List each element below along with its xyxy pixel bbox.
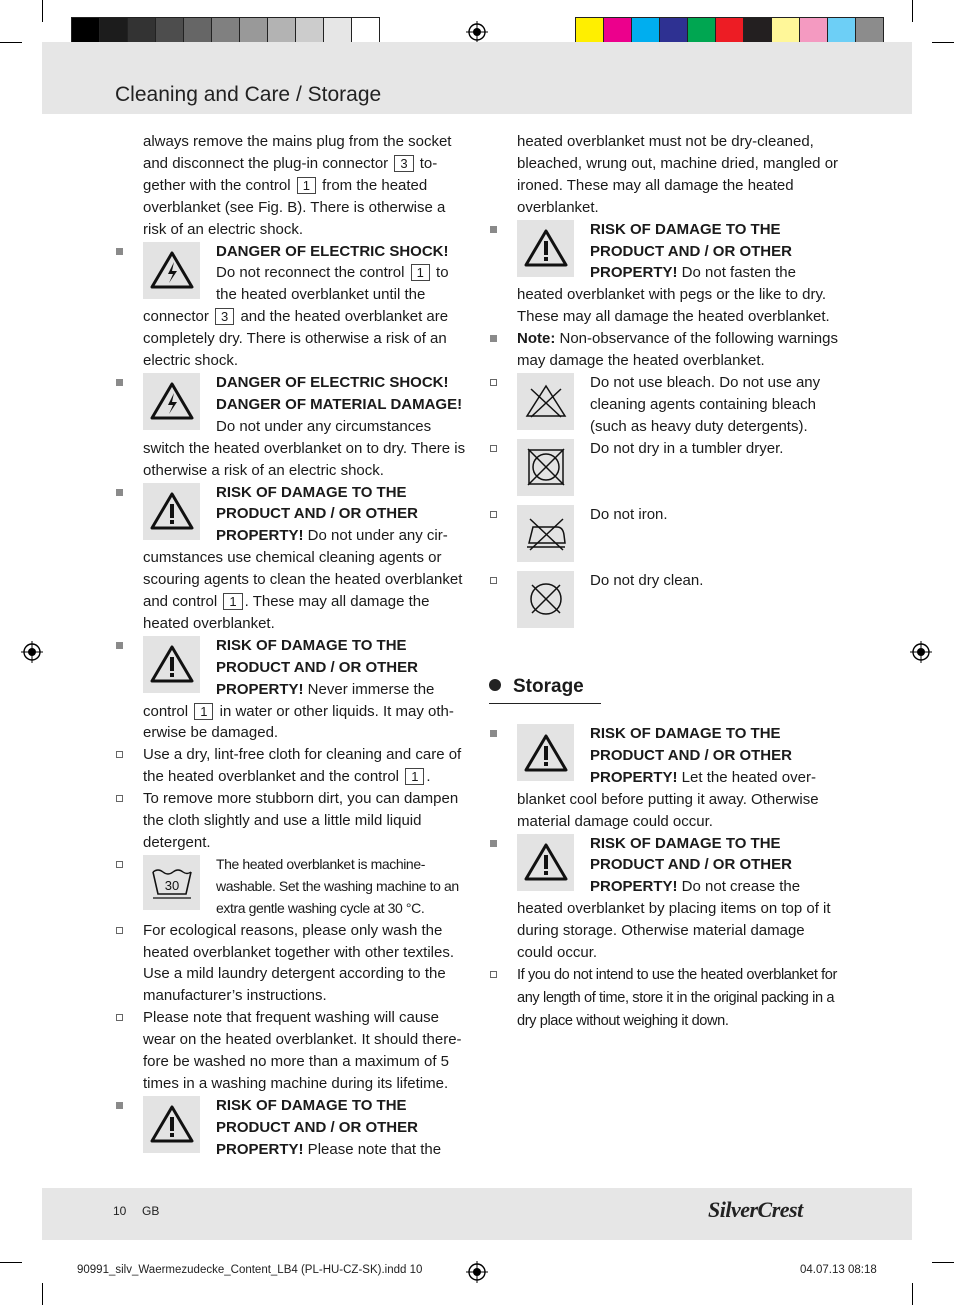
intro-paragraph: always remove the mains plug from the socket and disconnect the plug-in connector 3 together with the control 1 from the heated overblanket (see Fig. B). There is otherwise a risk of an electric shock. (143, 133, 452, 238)
ref-box: 1 (411, 264, 430, 281)
high-voltage-warning-icon (143, 242, 200, 299)
crop-mark (932, 42, 954, 43)
ref-box: 1 (194, 703, 213, 720)
registration-mark-icon (910, 641, 932, 663)
ref-box: 3 (215, 308, 234, 325)
crop-mark (912, 1283, 913, 1305)
list-item-machine-washable: 30 The heated overblanket is machine-washable. Set the washing machine to an extra gentle washing cycle at 30 °C. (143, 854, 468, 920)
continued-paragraph: heated overblanket must not be dry-cleaned, bleached, wrung out, machine dried, mangled or ironed. These may all damage the heated overblanket. (517, 133, 839, 216)
list-item-cloth: Use a dry, lint-free cloth for cleaning and care of the heated overblanket and the control 1 . (143, 744, 468, 788)
exclamation-warning-icon (517, 220, 574, 277)
page-number: 10 (113, 1204, 127, 1218)
exclamation-warning-icon (143, 1096, 200, 1153)
brand-logo: SilverCrest (708, 1197, 803, 1222)
storage-column (517, 723, 842, 1033)
list-item-no-tumble-dry: Do not dry in a tumbler dryer. (517, 438, 842, 504)
ref-box: 3 (394, 155, 413, 172)
bullet-dot-icon (489, 679, 501, 691)
exclamation-warning-icon (143, 483, 200, 540)
warning-electric-material: DANGER OF ELECTRIC SHOCK! DANGER OF MATERIAL DAMAGE! Do not under any circumstances switch the heated overblanket on to dry. There is otherwise a risk of an electric shock. (143, 372, 468, 482)
list-item-no-dry-clean: Do not dry clean. (517, 570, 842, 636)
warning-pegs: RISK OF DAMAGE TO THE PRODUCT AND / OR OTHER PROPERTY! Do not fasten the heated overblanket with pegs or the like to dry. These may all damage the heated overblanket. (517, 219, 842, 329)
page-title: Cleaning and Care / Storage (115, 83, 382, 106)
warning-chemical-agents: RISK OF DAMAGE TO THE PRODUCT AND / OR OTHER PROPERTY! Do not under any circumstances use chemical cleaning agents or scouring agents to clean the heated overblanket and control 1 . These may all damage the heated overblanket. (143, 482, 468, 635)
registration-mark-icon (466, 1261, 488, 1283)
no-dry-clean-icon (517, 571, 574, 628)
crop-mark (0, 1262, 22, 1263)
left-column (143, 131, 468, 1161)
crop-mark (42, 1283, 43, 1305)
ref-box: 1 (297, 177, 316, 194)
registration-mark-icon (466, 21, 488, 43)
svg-text:30: 30 (164, 878, 179, 894)
slug-date: 04.07.13 08:18 (800, 1264, 877, 1276)
warning-cool: RISK OF DAMAGE TO THE PRODUCT AND / OR OTHER PROPERTY! Let the heated overblanket cool before putting it away. Otherwise material damage could occur. (517, 723, 842, 833)
warning-electric-shock: DANGER OF ELECTRIC SHOCK! Do not reconnect the control 1 to the heated overblanket until the connector 3 and the heated overblanket are completely dry. There is otherwise a risk of an electric shock. (143, 241, 468, 372)
warning-crease: RISK OF DAMAGE TO THE PRODUCT AND / OR OTHER PROPERTY! Do not crease the heated overblanket by placing items on top of it during storage. Otherwise material damage could occur. (517, 833, 842, 964)
high-voltage-warning-icon (143, 373, 200, 430)
crop-mark (42, 0, 43, 22)
registration-mark-icon (21, 641, 43, 663)
ref-box: 1 (405, 768, 424, 785)
list-item-no-iron: Do not iron. (517, 504, 842, 570)
note-paragraph: Note: Non-observance of the following warnings may damage the heated overblanket. (517, 328, 842, 372)
no-tumble-dry-icon (517, 439, 574, 496)
list-item-frequent-washing: Please note that frequent washing will cause wear on the heated overblanket. It should therefore be washed no more than a maximum of 5 times in a washing machine during its lifetime. (143, 1007, 468, 1095)
no-bleach-icon (517, 373, 574, 430)
right-column (517, 131, 842, 636)
ref-box: 1 (223, 593, 242, 610)
exclamation-warning-icon (143, 636, 200, 693)
list-item-no-bleach: Do not use bleach. Do not use any cleaning agents containing bleach (such as heavy duty detergents). (517, 372, 842, 438)
crop-mark (912, 0, 913, 22)
list-item-ecological: For ecological reasons, please only wash the heated overblanket together with other textiles. Use a mild laundry detergent according to the manufacturer’s instructions. (143, 920, 468, 1008)
exclamation-warning-icon (517, 834, 574, 891)
crop-mark (932, 1262, 954, 1263)
storage-heading: Storage (489, 676, 584, 698)
list-item-store: If you do not intend to use the heated overblanket for any length of time, store it in the original packing in a dry place without weighing it down. (517, 964, 842, 1033)
crop-mark (0, 42, 22, 43)
warning-dry-cleaned: RISK OF DAMAGE TO THE PRODUCT AND / OR OTHER PROPERTY! Please note that the (143, 1095, 468, 1161)
list-item-stubborn-dirt: To remove more stubborn dirt, you can dampen the cloth slightly and use a little mild liquid detergent. (143, 788, 468, 854)
exclamation-warning-icon (517, 724, 574, 781)
language-code: GB (142, 1204, 160, 1218)
wash-30-icon (143, 855, 200, 910)
no-iron-icon (517, 505, 574, 562)
warning-immerse: RISK OF DAMAGE TO THE PRODUCT AND / OR OTHER PROPERTY! Never immerse the control 1 in water or other liquids. It may otherwise be damaged. (143, 635, 468, 745)
slug-filename: 90991_silv_Waermezudecke_Content_LB4 (PL-HU-CZ-SK).indd 10 (77, 1264, 423, 1276)
